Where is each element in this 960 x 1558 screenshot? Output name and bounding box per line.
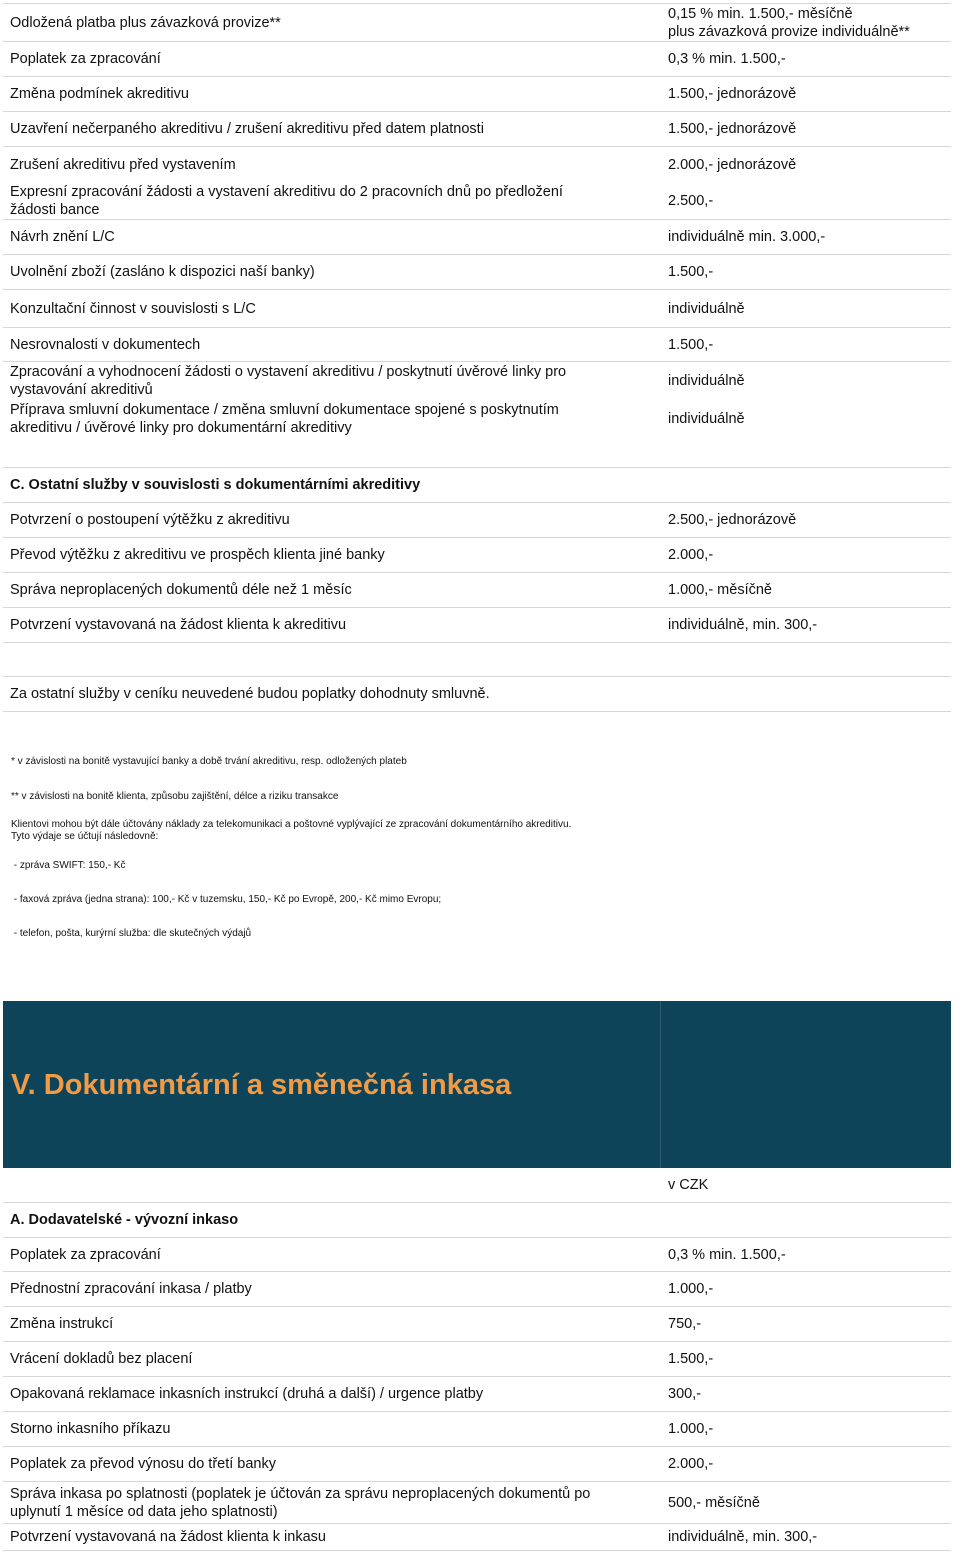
footnote-1: * v závislosti na bonitě vystavující banky a době trvání akreditivu, resp. odložených plateb — [11, 756, 407, 767]
row-value: 1.000,- měsíčně — [668, 582, 772, 598]
row-label: Přednostní zpracování inkasa / platby — [10, 1281, 252, 1297]
row-label — [3, 363, 660, 399]
row-value: 750,- — [668, 1316, 702, 1332]
banner-divider — [660, 1001, 661, 1168]
row-label: Nesrovnalosti v dokumentech — [10, 336, 201, 353]
table-row — [3, 1447, 951, 1482]
table-row — [3, 1272, 951, 1307]
row-value: individuálně — [668, 373, 745, 389]
table-row — [3, 1377, 951, 1412]
row-label: Odložená platba plus závazková provize** — [10, 14, 281, 31]
row-label: Uvolnění zboží (zasláno k dispozici naší banky) — [10, 264, 315, 280]
table-row — [3, 290, 951, 328]
table-row — [3, 182, 951, 220]
table-row — [3, 1412, 951, 1447]
row-value: individuálně, min. 300,- — [668, 617, 818, 633]
row-value: 1.500,- jednorázově — [668, 86, 797, 102]
table-row — [3, 255, 951, 290]
row-value: 2.500,- — [668, 192, 714, 209]
section-title: C. Ostatní služby v souvislosti s dokumentárními akreditivy — [10, 477, 421, 493]
footnote-fax: - faxová zpráva (jedna strana): 100,- Kč v tuzemsku, 150,- Kč po Evropě, 200,- Kč mimo Evropu; — [11, 894, 442, 905]
row-label: Storno inkasního příkazu — [10, 1421, 171, 1437]
row-value: 0,3 % min. 1.500,- — [668, 51, 786, 67]
table-row — [3, 1342, 951, 1377]
table-row — [3, 77, 951, 112]
section-heading-row — [3, 468, 951, 503]
row-label: Potvrzení vystavovaná na žádost klienta k inkasu — [10, 1529, 326, 1545]
row-label: Uzavření nečerpaného akreditivu / zrušení akreditivu před datem platnosti — [10, 121, 484, 137]
row-label: Změna instrukcí — [10, 1316, 114, 1332]
row-value: individuálně — [668, 411, 745, 427]
row-label-line: Správa inkasa po splatnosti (poplatek je účtován za správu neproplacených dokumentů po — [10, 1485, 591, 1502]
section-title: A. Dodavatelské - vývozní inkaso — [10, 1212, 239, 1228]
row-value — [660, 5, 910, 41]
row-value: 1.500,- — [668, 264, 714, 280]
footnote-line: Tyto výdaje se účtují následovně: — [11, 831, 159, 842]
row-value: 1.500,- jednorázově — [668, 121, 797, 137]
table-row — [3, 1482, 951, 1524]
row-label: Správa neproplacených dokumentů déle než 1 měsíc — [10, 582, 352, 598]
table-row — [3, 328, 951, 362]
chapter-title: V. Dokumentární a směnečná inkasa — [11, 1069, 512, 1101]
row-label-line: uplynutí 1 měsíce od data jeho splatnosti) — [10, 1503, 278, 1520]
table-row — [3, 147, 951, 182]
row-label: Poplatek za zpracování — [10, 1246, 161, 1263]
table-row — [3, 1524, 951, 1551]
row-value: 2.000,- jednorázově — [668, 156, 797, 173]
row-value: 0,3 % min. 1.500,- — [668, 1246, 786, 1263]
row-value: individuálně min. 3.000,- — [668, 229, 826, 245]
table-row — [3, 538, 951, 573]
table-row — [3, 112, 951, 147]
row-label: Návrh znění L/C — [10, 229, 115, 245]
other-services-note-row — [3, 676, 951, 712]
section-a — [3, 1168, 951, 1551]
footnote-phone: - telefon, pošta, kurýrní služba: dle skutečných výdajů — [11, 928, 252, 939]
row-value: 2.000,- — [668, 547, 714, 563]
row-label-line: akreditivu / úvěrové linky pro dokumentární akreditivy — [10, 420, 352, 436]
footnote-3 — [3, 819, 571, 843]
row-value: 2.500,- jednorázově — [668, 512, 797, 528]
row-value: 300,- — [668, 1386, 702, 1402]
row-value: 1.500,- — [668, 336, 714, 353]
fee-table-top — [3, 3, 951, 438]
row-label — [3, 401, 660, 437]
row-label-line: Zpracování a vyhodnocení žádosti o vystavení akreditivu / poskytnutí úvěrové linky pro — [10, 364, 567, 380]
other-services-note: Za ostatní služby v ceníku neuvedené budou poplatky dohodnuty smluvně. — [10, 686, 490, 702]
row-label: Převod výtěžku z akreditivu ve prospěch klienta jiné banky — [10, 547, 385, 563]
row-label — [3, 183, 660, 219]
section-heading-row — [3, 1202, 951, 1237]
footnote-swift: - zpráva SWIFT: 150,- Kč — [11, 860, 126, 871]
row-label-line: Příprava smluvní dokumentace / změna smluvní dokumentace spojené s poskytnutím — [10, 402, 559, 418]
row-label: Vrácení dokladů bez placení — [10, 1351, 193, 1367]
table-row — [3, 573, 951, 608]
footnote-line: Klientovi mohou být dále účtovány náklady za telekomunikaci a poštovné vyplývající ze zpracování dokumentárního akreditivu. — [11, 819, 572, 830]
row-value: individuálně — [668, 300, 745, 317]
table-row — [3, 42, 951, 77]
row-value-line: 0,15 % min. 1.500,- měsíčně — [668, 5, 853, 22]
footnote-2: ** v závislosti na bonitě klienta, způsobu zajištění, délce a riziku transakce — [11, 791, 339, 802]
table-row — [3, 220, 951, 255]
row-label: Změna podmínek akreditivu — [10, 86, 189, 102]
row-value: 1.000,- — [668, 1281, 714, 1297]
table-row — [3, 608, 951, 643]
row-value: 1.000,- — [668, 1421, 714, 1437]
row-label: Poplatek za zpracování — [10, 51, 161, 67]
chapter-banner — [3, 1001, 951, 1168]
table-row — [3, 503, 951, 538]
row-label-line: vystavování akreditivů — [10, 382, 153, 398]
table-row — [3, 1307, 951, 1342]
table-row — [3, 4, 951, 42]
row-label-line: Expresní zpracování žádosti a vystavení akreditivu do 2 pracovních dnů po předložení — [10, 183, 563, 200]
row-label: Zrušení akreditivu před vystavením — [10, 156, 236, 173]
row-label: Konzultační činnost v souvislosti s L/C — [10, 300, 256, 317]
table-row — [3, 1237, 951, 1272]
row-value: 500,- měsíčně — [668, 1494, 760, 1511]
row-label: Poplatek za převod výnosu do třetí banky — [10, 1456, 276, 1472]
row-label: Opakovaná reklamace inkasních instrukcí (druhá a další) / urgence platby — [10, 1386, 484, 1402]
table-row — [3, 362, 951, 400]
row-value: 2.000,- — [668, 1456, 714, 1472]
table-row — [3, 400, 951, 438]
row-label-line: žádosti bance — [10, 201, 100, 218]
row-label: Potvrzení vystavovaná na žádost klienta k akreditivu — [10, 617, 347, 633]
row-value-line: plus závazková provize individuálně** — [668, 23, 910, 40]
row-value: 1.500,- — [668, 1351, 714, 1367]
row-label — [3, 1485, 660, 1521]
currency-row — [3, 1168, 951, 1202]
currency-label: v CZK — [668, 1177, 709, 1193]
section-c — [3, 467, 951, 643]
row-label: Potvrzení o postoupení výtěžku z akreditivu — [10, 512, 290, 528]
row-value: individuálně, min. 300,- — [668, 1529, 818, 1545]
